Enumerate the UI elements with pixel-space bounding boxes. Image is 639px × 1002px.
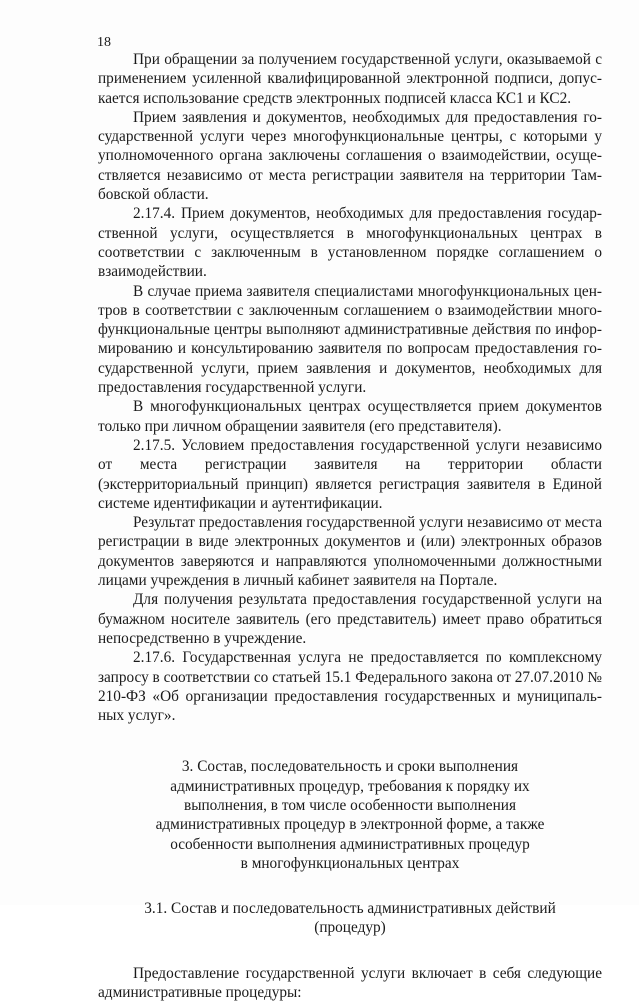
- paragraph-electronic-signature: При обращении за получением государственной услуги, оказываемой с применением усиленной квалифицированной электронной подписи, допускается использование средств электронных подписей класса КС1 и КС2.: [98, 51, 602, 107]
- document-body: [98, 50, 602, 1002]
- paragraph-mfc-specialists: В случае приема заявителя специалистами многофункциональных центров в соответствии с заключенным соглашением о взаимодействии многофункциональные центры выполняют административные действия по информированию и консультированию заявителя по вопросам предоставления государственной услуги, прием заявления и документов, необходимых для предоставления государственной услуги.: [98, 282, 602, 397]
- section-heading-3: [98, 757, 602, 873]
- subsection-heading-line: (процедур): [314, 919, 386, 937]
- paragraph-electronic-result: Результат предоставления государственной услуги независимо от места регистрации в виде электронных документов и (или) электронных образов документов заверяются и направляются уполномоченными должностными лицами учреждения в личный кабинет заявителя на Портале.: [98, 514, 602, 590]
- subsection-heading-line: 3.1. Состав и последовательность административных действий: [144, 900, 556, 918]
- paragraph-2-17-6: 2.17.6. Государственная услуга не предоставляется по комплексному запросу в соответствии со статьей 15.1 Федерального закона от 27.07.2010 № 210-ФЗ «Об организации предоставления государственных и муниципальных услуг».: [98, 649, 603, 725]
- paragraph-paper-result: Для получения результата предоставления государственной услуги на бумажном носителе заявитель (его представитель) имеет право обратиться непосредственно в учреждение.: [98, 591, 602, 647]
- paragraph-2-17-4: 2.17.4. Прием документов, необходимых для предоставления государственной услуги, осуществляется в многофункциональных центрах в соответствии с заключенным в установленном порядке соглашением о взаимодействии.: [98, 205, 602, 281]
- section-heading-line: выполнения, в том числе особенности выполнения: [184, 796, 516, 814]
- paragraph-procedures-intro: Предоставление государственной услуги включает в себя следующие административные процедуры:: [98, 964, 602, 1002]
- section-heading-line: в многофункциональных центрах: [240, 854, 460, 872]
- page-number: 18: [97, 35, 111, 50]
- paragraph-personal-appeal: В многофункциональных центрах осуществляется прием документов только при личном обращении заявителя (его представителя).: [98, 398, 602, 435]
- section-heading-line: 3. Состав, последовательность и сроки выполнения: [181, 758, 519, 776]
- paragraph-mfc-reception: Прием заявления и документов, необходимых для предоставления государственной услуги через многофункциональные центры, с которыми у уполномоченного органа заключены соглашения о взаимодействии, осуществляется независимо от места регистрации заявителя на территории Тамбовской области.: [98, 108, 602, 204]
- section-heading-line: особенности выполнения административных процедур: [170, 835, 530, 853]
- section-heading-line: административных процедур, требования к порядку их: [170, 777, 530, 795]
- paragraph-2-17-5: 2.17.5. Условием предоставления государственной услуги независимо от места регистрации заявителя на территории области (экстерриториальный принцип) является регистрация заявителя в Единой системе идентификации и аутентификации.: [98, 436, 602, 512]
- section-heading-line: административных процедур в электронной форме, а также: [155, 816, 545, 834]
